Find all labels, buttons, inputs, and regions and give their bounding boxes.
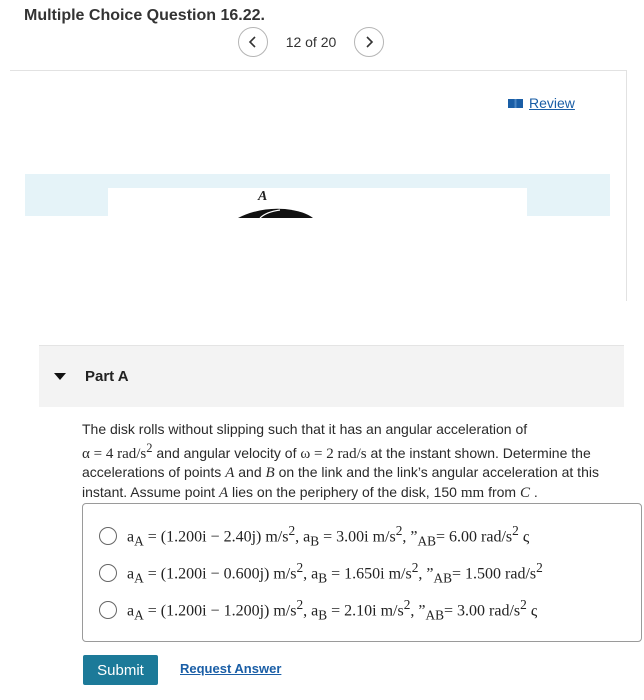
formula-sub: B xyxy=(318,607,328,623)
formula-exp: 2 xyxy=(403,596,411,612)
question-title: Multiple Choice Question 16.22. xyxy=(24,7,265,24)
formula-exp: 2 xyxy=(512,522,519,538)
formula-text: = (1.200i − 2.40j) m/s xyxy=(143,528,289,546)
header-divider xyxy=(10,70,627,71)
question-text xyxy=(82,420,627,502)
previous-question-button[interactable] xyxy=(238,27,268,57)
answer-choices xyxy=(82,503,642,642)
formula-exp: 2 xyxy=(395,522,403,538)
question-text-7: from xyxy=(488,483,520,500)
review-label: Review xyxy=(529,95,575,111)
point-a-2: A xyxy=(218,484,229,501)
answer-formula-2 xyxy=(127,560,543,587)
question-text-3: at the instant shown. Determine the accelerations of points xyxy=(82,444,591,480)
request-answer-link[interactable]: Request Answer xyxy=(180,661,282,676)
omega-value: ω = 2 rad/s xyxy=(300,445,367,462)
formula-text: = 3.00 rad/s xyxy=(444,602,521,620)
formula-sub: A xyxy=(134,533,144,549)
next-question-button[interactable] xyxy=(354,27,384,57)
chevron-left-icon xyxy=(247,36,259,48)
formula-text: , a xyxy=(303,602,319,620)
answer-radio-3[interactable] xyxy=(99,601,117,619)
part-a-header[interactable] xyxy=(39,345,624,407)
formula-sub: AB xyxy=(433,570,453,586)
point-a: A xyxy=(225,465,235,481)
question-navigation xyxy=(238,27,384,57)
alpha-value xyxy=(82,440,153,462)
point-c: C xyxy=(519,484,530,501)
formula-text: ς xyxy=(526,602,538,620)
formula-text: = (1.200i − 0.600j) m/s xyxy=(143,565,297,583)
question-text-1: The disk rolls without slipping such that it has an angular acceleration of xyxy=(82,421,528,437)
formula-text: = 1.650i m/s xyxy=(327,565,412,583)
formula-exp: 2 xyxy=(536,559,543,575)
formula-text: = 2.10i m/s xyxy=(327,602,404,620)
formula-exp: 2 xyxy=(296,596,304,612)
figure-point-label: A xyxy=(258,189,268,204)
formula-sub: AB xyxy=(425,607,445,623)
question-position: 12 of 20 xyxy=(285,34,337,50)
formula-text: , a xyxy=(295,528,311,546)
disk-figure-drawing xyxy=(108,188,527,218)
question-text-2: and angular velocity of xyxy=(156,444,301,461)
point-b: B xyxy=(265,465,275,481)
formula-text: ς xyxy=(518,528,530,546)
question-text-8: . xyxy=(533,483,538,500)
answer-choice-2[interactable] xyxy=(99,561,543,585)
answer-choice-3[interactable] xyxy=(99,598,537,622)
answer-formula-3 xyxy=(127,597,537,624)
alpha-value-text: α = 4 rad/s xyxy=(82,445,147,462)
submit-button[interactable]: Submit xyxy=(83,655,158,685)
formula-text: , ” xyxy=(402,528,418,546)
formula-text: , ” xyxy=(410,602,426,620)
formula-sub: B xyxy=(310,533,320,549)
formula-text: a xyxy=(127,565,135,583)
chevron-right-icon xyxy=(363,36,375,48)
formula-text: a xyxy=(127,528,135,546)
answer-choice-1[interactable] xyxy=(99,524,529,548)
formula-sub: A xyxy=(134,607,144,623)
question-text-5: on the link and the link’s angular acceleration at this instant. Assume point xyxy=(82,464,599,500)
formula-text: = 6.00 rad/s xyxy=(436,528,513,546)
formula-text: = 3.00i m/s xyxy=(319,528,396,546)
formula-exp: 2 xyxy=(296,559,304,575)
answer-radio-1[interactable] xyxy=(99,527,117,545)
formula-text: a xyxy=(127,602,135,620)
alpha-exponent: 2 xyxy=(146,440,153,455)
formula-exp: 2 xyxy=(520,596,527,612)
part-a-label: Part A xyxy=(85,368,129,385)
answer-radio-2[interactable] xyxy=(99,564,117,582)
formula-exp: 2 xyxy=(288,522,296,538)
formula-text: , a xyxy=(303,565,319,583)
formula-sub: B xyxy=(318,570,328,586)
answer-formula-1 xyxy=(127,523,529,550)
question-text-6: lies on the periphery of the disk, 150 xyxy=(232,483,461,500)
question-text-4: and xyxy=(238,464,266,480)
caret-down-icon[interactable] xyxy=(54,373,66,380)
content-right-border xyxy=(626,71,627,301)
distance-unit: mm xyxy=(460,484,485,501)
disk-top-edge xyxy=(238,209,313,218)
formula-sub: A xyxy=(134,570,144,586)
disk-figure xyxy=(108,188,527,218)
review-link[interactable] xyxy=(508,95,575,111)
formula-sub: AB xyxy=(417,533,437,549)
book-icon xyxy=(508,98,523,109)
formula-text: = (1.200i − 1.200j) m/s xyxy=(143,602,297,620)
formula-exp: 2 xyxy=(411,559,419,575)
formula-text: , ” xyxy=(418,565,434,583)
formula-text: = 1.500 rad/s xyxy=(452,565,537,583)
